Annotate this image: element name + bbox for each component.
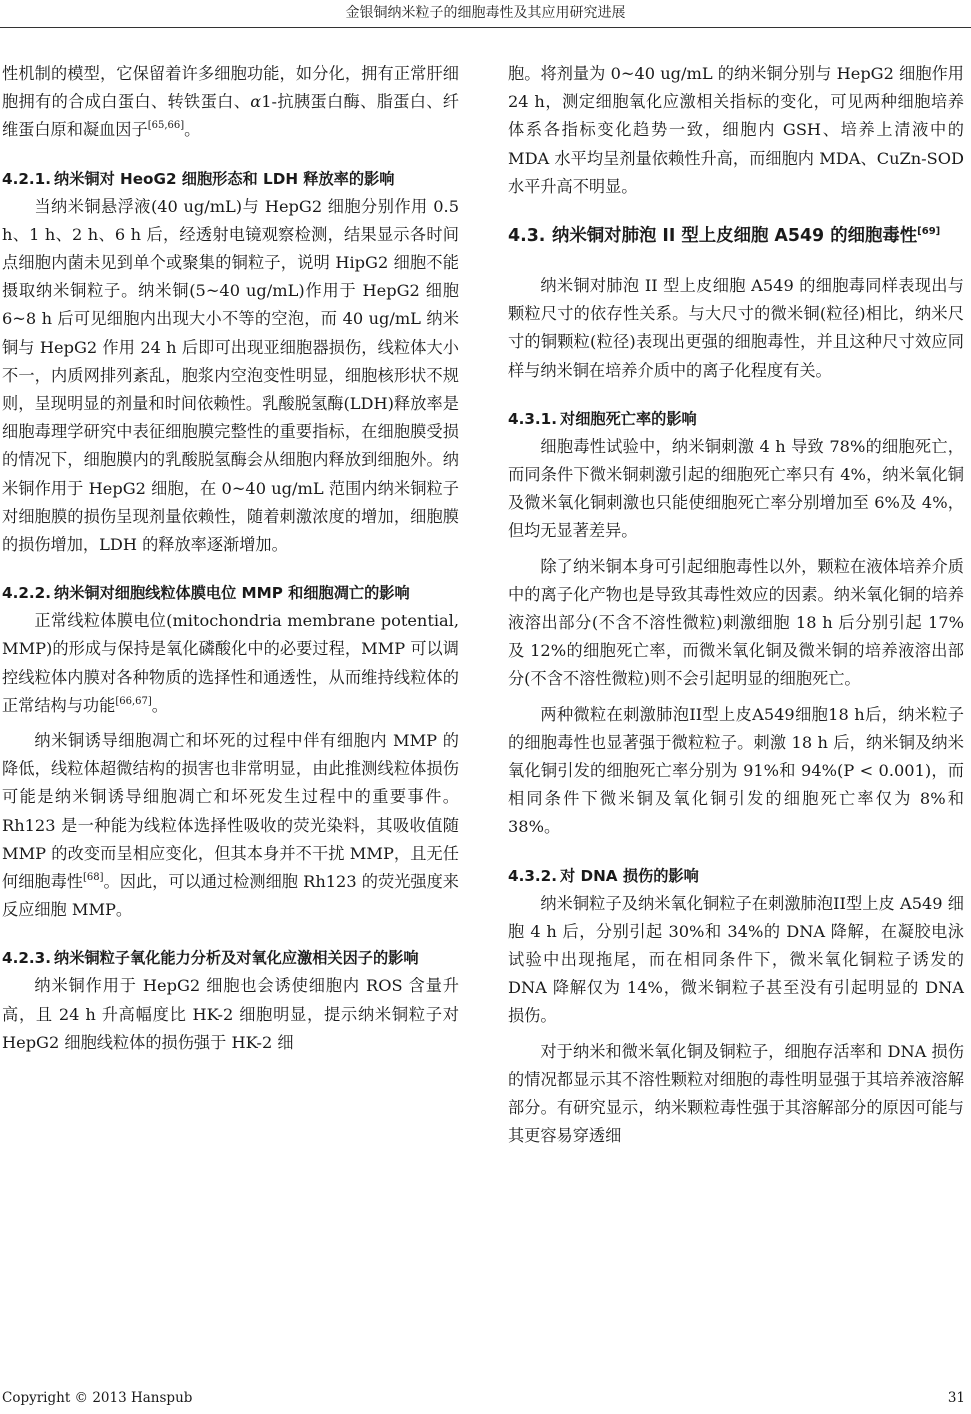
paragraph: 除了纳米铜本身可引起细胞毒性以外，颗粒在液体培养介质中的离子化产物也是导致其毒性效应的因素。纳米氧化铜的培养液溶出部分(不含不溶性微粒)刺激细胞 18 h 后分别引起 17%及 12%的细胞死亡率，而微米氧化铜及微米铜的培养液溶出部分(不含不溶性微粒)则不会引起明显的细胞死亡。 [508, 556, 964, 689]
citation: [65,66] [147, 120, 185, 132]
paragraph: 纳米铜对肺泡 II 型上皮细胞 A549 的细胞毒同样表现出与颗粒尺寸的依存性关系。与大尺寸的微米铜(粒径)相比，纳米尺寸的铜颗粒(粒径)表现出更强的细胞毒性，并且这种尺寸效应同样与纳米铜在培养介质中的离子化程度有关。 [508, 276, 964, 380]
paragraph-continuation: 胞。将剂量为 0~40 ug/mL 的纳米铜分别与 HepG2 细胞作用 24 h，测定细胞氧化应激相关指标的变化，可见两种细胞培养体系各指标变化趋势一致，细胞内 GSH、培养上清液中的 MDA 水平均呈剂量依赖性升高，而细胞内 MDA、CuZn-SOD 水平升高不明显。 [508, 64, 964, 196]
citation: [69] [917, 226, 941, 238]
paragraph: 细胞毒性试验中，纳米铜刺激 4 h 导致 78%的细胞死亡，而同条件下微米铜刺激引起的细胞死亡率只有 4%，纳米氧化铜及微米氧化铜刺激也只能使细胞死亡率分别增加至 6%及 4%，但均无显著差异。 [508, 436, 964, 541]
citation: [66,67] [115, 695, 152, 707]
header-rule [0, 27, 971, 28]
right-column [508, 60, 964, 1151]
section-heading-4-2-1: 4.2.1. 纳米铜对 HeoG2 细胞形态和 LDH 释放率的影响 [2, 169, 395, 188]
paragraph: 对于纳米和微米氧化铜及铜粒子，细胞存活率和 DNA 损伤的情况都显示其不溶性颗粒对细胞的毒性明显强于其培养液溶解部分。有研究显示，纳米颗粒毒性强于其溶解部分的原因可能与其更容易穿透细 [508, 1041, 964, 1146]
citation: [68] [83, 872, 104, 884]
page-number: 31 [947, 1390, 965, 1406]
paragraph: 纳米铜粒子及纳米氧化铜粒子在刺激肺泡II型上皮 A549 细胞 4 h 后，分别引起 30%和 34%的 DNA 降解，在凝胶电泳试验中出现拖尾，而在相同条件下，微米氧化铜粒子诱发的 DNA 降解仅为 14%，微米铜粒子甚至没有引起明显的 DNA 损伤。 [508, 893, 964, 1026]
paragraph: 当纳米铜悬浮液(40 ug/mL)与 HepG2 细胞分别作用 0.5 h、1 h、2 h、6 h 后，经透射电镜观察检测，结果显示各时间点细胞内菌未见到单个或聚集的铜粒子，说明 HipG2 细胞不能摄取纳米铜粒子。纳米铜(5~40 ug/mL)作用于 HepG2 细胞 6~8 h 后可见细胞内出现大小不等的空泡，而 40 ug/mL 纳米铜与 HepG2 作用 24 h 后即可出现亚细胞器损伤，线粒体大小不一，内质网排列紊乱，胞浆内空泡变性明显，细胞核形状不规则，呈现明显的剂量和时间依赖性。乳酸脱氢酶(LDH)释放率是细胞毒理学研究中表征细胞膜完整性的重要指标，在细胞膜受损的情况下，细胞膜内的乳酸脱氢酶会从细胞内释放到细胞外。纳米铜作用于 HepG2 细胞，在 0~40 ug/mL 范围内纳米铜粒子对细胞膜的损伤呈现剂量依赖性，随着刺激浓度的增加，细胞膜的损伤增加，LDH 的释放率逐渐增加。 [2, 196, 459, 555]
paragraph-continuation: 性机制的模型，它保留着许多细胞功能，如分化，拥有正常肝细胞拥有的合成白蛋白、转铁蛋白、α1-抗胰蛋白酶、脂蛋白、纤维蛋白原和凝血因子[65,66]。 [2, 64, 459, 140]
section-heading-4-2-3: 4.2.3. 纳米铜粒子氧化能力分析及对氧化应激相关因子的影响 [2, 949, 419, 968]
section-heading-4-3-1: 4.3.1. 对细胞死亡率的影响 [508, 409, 697, 428]
paragraph: 两种微粒在刺激肺泡II型上皮A549细胞18 h后，纳米粒子的细胞毒性也显著强于微粒粒子。刺激 18 h 后，纳米铜及纳米氧化铜引发的细胞死亡率分别为 91%和 94%(P < 0.001)，而相同条件下微米铜及氧化铜引发的细胞死亡率仅为 8%和 38%。 [508, 704, 964, 837]
running-header: 金银铜纳米粒子的细胞毒性及其应用研究进展 [345, 5, 626, 21]
section-heading-4-3: 4.3. 纳米铜对肺泡 II 型上皮细胞 A549 的细胞毒性[69] [508, 226, 941, 247]
paragraph: 纳米铜诱导细胞凋亡和坏死的过程中伴有细胞内 MMP 的降低，线粒体超微结构的损害也非常明显，由此推测线粒体损伤可能是纳米铜诱导细胞凋亡和坏死发生过程中的重要事件。Rh123 是一种能为线粒体选择性吸收的荧光染料，其吸收值随 MMP 的改变而呈相应变化，但其本身并不干扰 MMP，且无任何细胞毒性[68]。因此，可以通过检测细胞 Rh123 的荧光强度来反应细胞 MMP。 [2, 731, 459, 920]
section-heading-4-3-2: 4.3.2. 对 DNA 损伤的影响 [508, 866, 699, 885]
copyright-notice: Copyright © 2013 Hanspub [2, 1390, 193, 1406]
section-heading-4-2-2: 4.2.2. 纳米铜对细胞线粒体膜电位 MMP 和细胞凋亡的影响 [2, 584, 410, 603]
paragraph: 纳米铜作用于 HepG2 细胞也会诱使细胞内 ROS 含量升高，且 24 h 升高幅度比 HK-2 细胞明显，提示纳米铜粒子对 HepG2 细胞线粒体的损伤强于 HK-2 细 [2, 976, 459, 1052]
paragraph: 正常线粒体膜电位(mitochondria membrane potential, MMP)的形成与保持是氧化磷酸化中的必要过程，MMP 可以调控线粒体内膜对各种物质的选择性和通透性，从而维持线粒体的正常结构与功能[66,67]。 [2, 611, 459, 715]
left-column [2, 60, 459, 1057]
